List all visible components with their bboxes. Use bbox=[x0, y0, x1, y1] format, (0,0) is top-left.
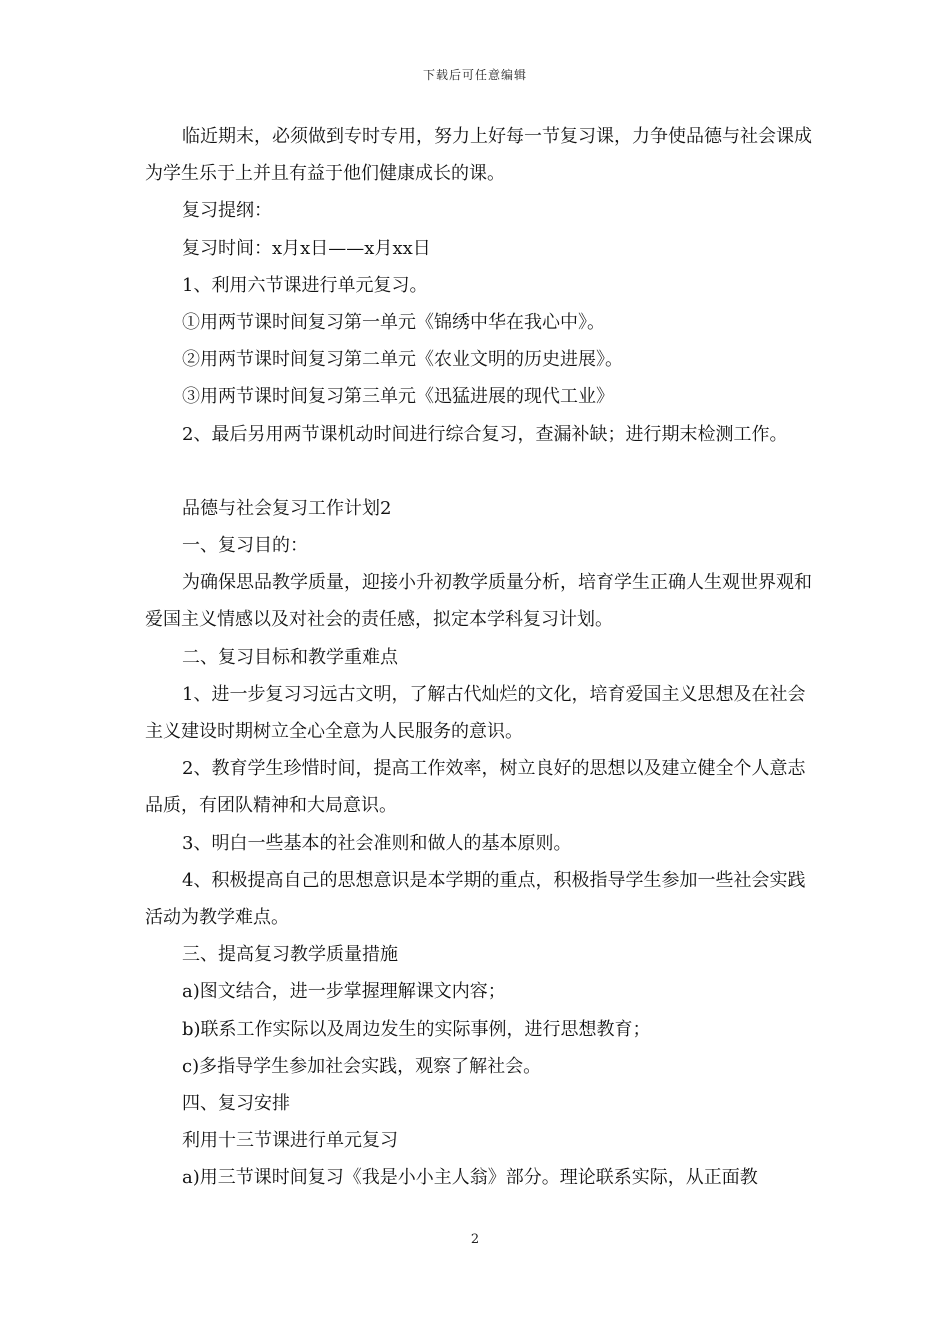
paragraph: 复习时间：x月x日——x月xx日 bbox=[182, 237, 431, 259]
paragraph: 临近期末，必须做到专时专用，努力上好每一节复习课，力争使品德与社会课成为学生乐于上并且有益于他们健康成长的课。 bbox=[145, 126, 812, 185]
document-body bbox=[145, 118, 820, 1197]
paragraph: b)联系工作实际以及周边发生的实际事例，进行思想教育； bbox=[182, 1018, 651, 1040]
paragraph: 4、积极提高自己的思想意识是本学期的重点，积极指导学生参加一些社会实践活动为教学难点。 bbox=[145, 869, 806, 929]
paragraph: ③用两节课时间复习第三单元《迅猛进展的现代工业》 bbox=[182, 386, 614, 408]
header-note: 下载后可任意编辑 bbox=[422, 68, 527, 82]
paragraph: ①用两节课时间复习第一单元《锦绣中华在我心中》。 bbox=[182, 312, 605, 334]
paragraph: c)多指导学生参加社会实践，观察了解社会。 bbox=[182, 1055, 542, 1077]
section-gap bbox=[145, 453, 820, 490]
paragraph: 1、进一步复习习远古文明，了解古代灿烂的文化，培育爱国主义思想及在社会主义建设时期树立全心全意为人民服务的意识。 bbox=[145, 683, 806, 743]
paragraph: ②用两节课时间复习第二单元《农业文明的历史进展》。 bbox=[182, 349, 623, 371]
paragraph: 二、复习目标和教学重难点 bbox=[182, 646, 398, 668]
paragraph: 三、提高复习教学质量措施 bbox=[182, 944, 398, 966]
section-title: 品德与社会复习工作计划2 bbox=[182, 497, 392, 519]
paragraph: 3、明白一些基本的社会准则和做人的基本原则。 bbox=[182, 832, 572, 854]
paragraph: 复习提纲： bbox=[182, 200, 272, 222]
paragraph: a)用三节课时间复习《我是小小主人翁》部分。理论联系实际，从正面教 bbox=[182, 1167, 758, 1189]
paragraph: 一、复习目的： bbox=[182, 535, 308, 557]
paragraph: 2、最后另用两节课机动时间进行综合复习，查漏补缺；进行期末检测工作。 bbox=[182, 423, 788, 445]
paragraph: 利用十三节课进行单元复习 bbox=[182, 1130, 398, 1152]
page-number: 2 bbox=[470, 1232, 480, 1247]
paragraph: 2、教育学生珍惜时间，提高工作效率，树立良好的思想以及建立健全个人意志品质，有团队精神和大局意识。 bbox=[145, 758, 806, 817]
paragraph: 1、利用六节课进行单元复习。 bbox=[182, 274, 428, 296]
paragraph: 为确保思品教学质量，迎接小升初教学质量分析，培育学生正确人生观世界观和爱国主义情感以及对社会的责任感，拟定本学科复习计划。 bbox=[145, 572, 812, 631]
paragraph: 四、复习安排 bbox=[182, 1093, 290, 1115]
paragraph: a)图文结合，进一步掌握理解课文内容； bbox=[182, 981, 506, 1003]
